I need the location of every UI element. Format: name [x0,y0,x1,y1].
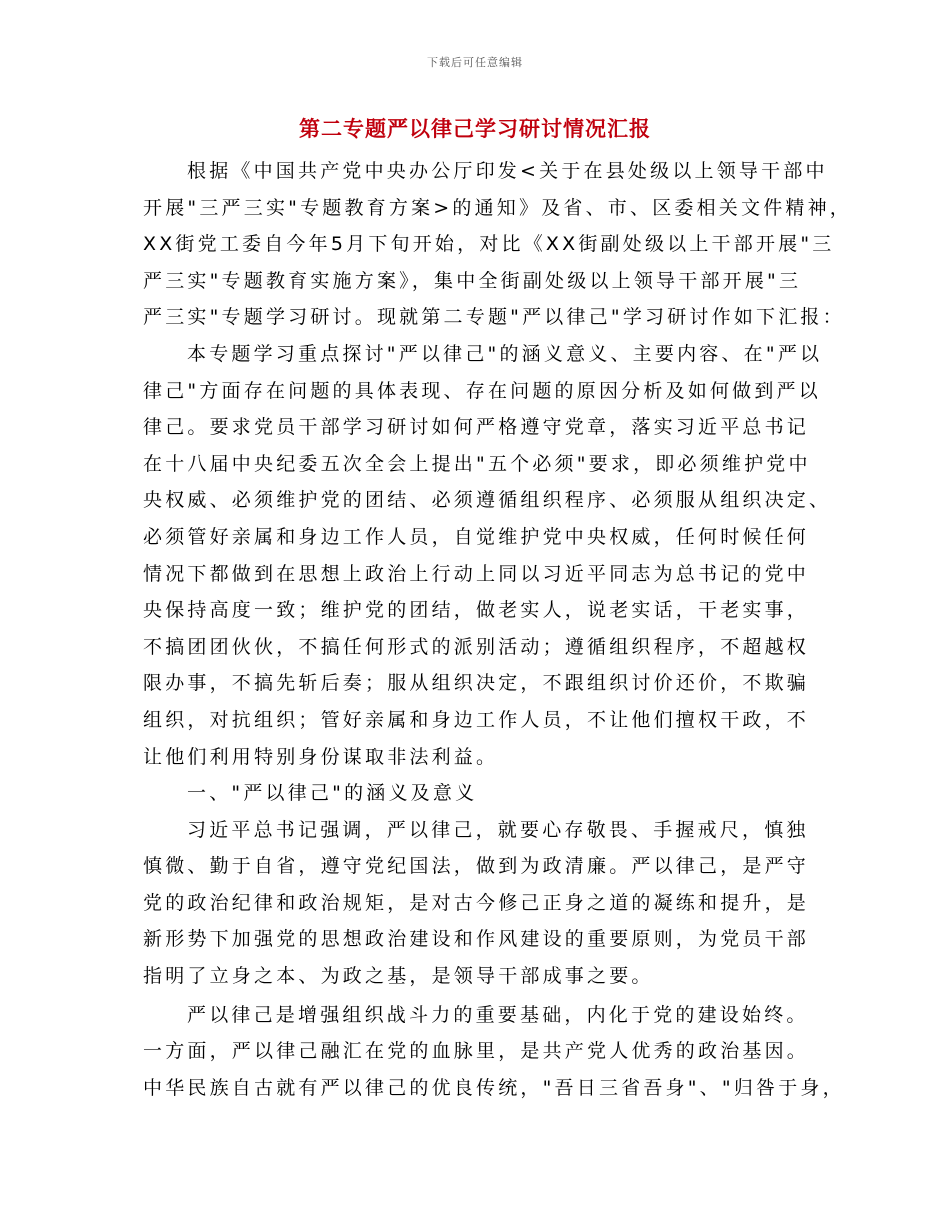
paragraph-line: 不搞团团伙伙，不搞任何形式的派别活动；遵循组织程序，不超越权 [143,635,810,658]
paragraph-line: 党的政治纪律和政治规矩，是对古今修己正身之道的凝练和提升，是 [143,891,810,914]
paragraph-line: 让他们利用特别身份谋取非法利益。 [143,745,499,768]
paragraph-line: XX街党工委自今年5月下旬开始，对比《XX街副处级以上干部开展"三 [143,233,835,256]
paragraph-line: 央保持高度一致；维护党的团结，做老实人，说老实话，干老实事， [143,599,810,622]
paragraph-line: 限办事，不搞先斩后奏；服从组织决定，不跟组织讨价还价，不欺骗 [143,672,810,695]
paragraph-line: 严三实"专题教育实施方案》，集中全街副处级以上领导干部开展"三 [143,269,802,292]
paragraph-line: 一方面，严以律己融汇在党的血脉里，是共产党人优秀的政治基因。 [143,1040,810,1063]
paragraph-line: 指明了立身之本、为政之基，是领导干部成事之要。 [143,965,654,988]
paragraph-line: 习近平总书记强调，严以律己，就要心存敬畏、手握戒尺，慎独 [187,818,809,841]
paragraph-line: 根据《中国共产党中央办公厅印发<关于在县处级以上领导干部中 [187,160,828,182]
document-body [143,153,853,1106]
paragraph-line: 慎微、勤于自省，遵守党纪国法，做到为政清廉。严以律己，是严守 [143,855,810,878]
section-heading: 一、"严以律己"的涵义及意义 [187,782,478,805]
paragraph-line: 本专题学习重点探讨"严以律己"的涵义意义、主要内容、在"严以 [187,342,823,365]
paragraph-line: 中华民族自古就有严以律己的优良传统，"吾日三省吾身"、"归咎于身， [143,1076,845,1099]
paragraph-line: 组织，对抗组织；管好亲属和身边工作人员，不让他们擅权干政，不 [143,708,810,731]
paragraph-line: 严三实"专题学习研讨。现就第二专题"严以律己"学习研讨作如下汇报： [143,306,845,329]
paragraph-line: 情况下都做到在思想上政治上行动上同以习近平同志为总书记的党中 [143,562,810,585]
paragraph-line: 央权威、必须维护党的团结、必须遵循组织程序、必须服从组织决定、 [143,489,832,512]
paragraph-line: 严以律己是增强组织战斗力的重要基础，内化于党的建设始终。 [187,1003,809,1026]
paragraph-line: 必须管好亲属和身边工作人员，自觉维护党中央权威，任何时候任何 [143,525,810,548]
document-title: 第二专题严以律己学习研讨情况汇报 [299,117,651,141]
paragraph-line: 新形势下加强党的思想政治建设和作风建设的重要原则，为党员干部 [143,928,810,951]
paragraph-line: 律己"方面存在问题的具体表现、存在问题的原因分析及如何做到严以 [143,379,821,402]
paragraph-line: 在十八届中央纪委五次全会上提出"五个必须"要求，即必须维护党中 [143,452,811,475]
paragraph-line: 开展"三严三实"专题教育方案>的通知》及省、市、区委相关文件精神， [143,196,853,219]
page-header-note: 下载后可任意编辑 [427,56,523,69]
paragraph-line: 律己。要求党员干部学习研讨如何严格遵守党章，落实习近平总书记 [143,416,810,439]
